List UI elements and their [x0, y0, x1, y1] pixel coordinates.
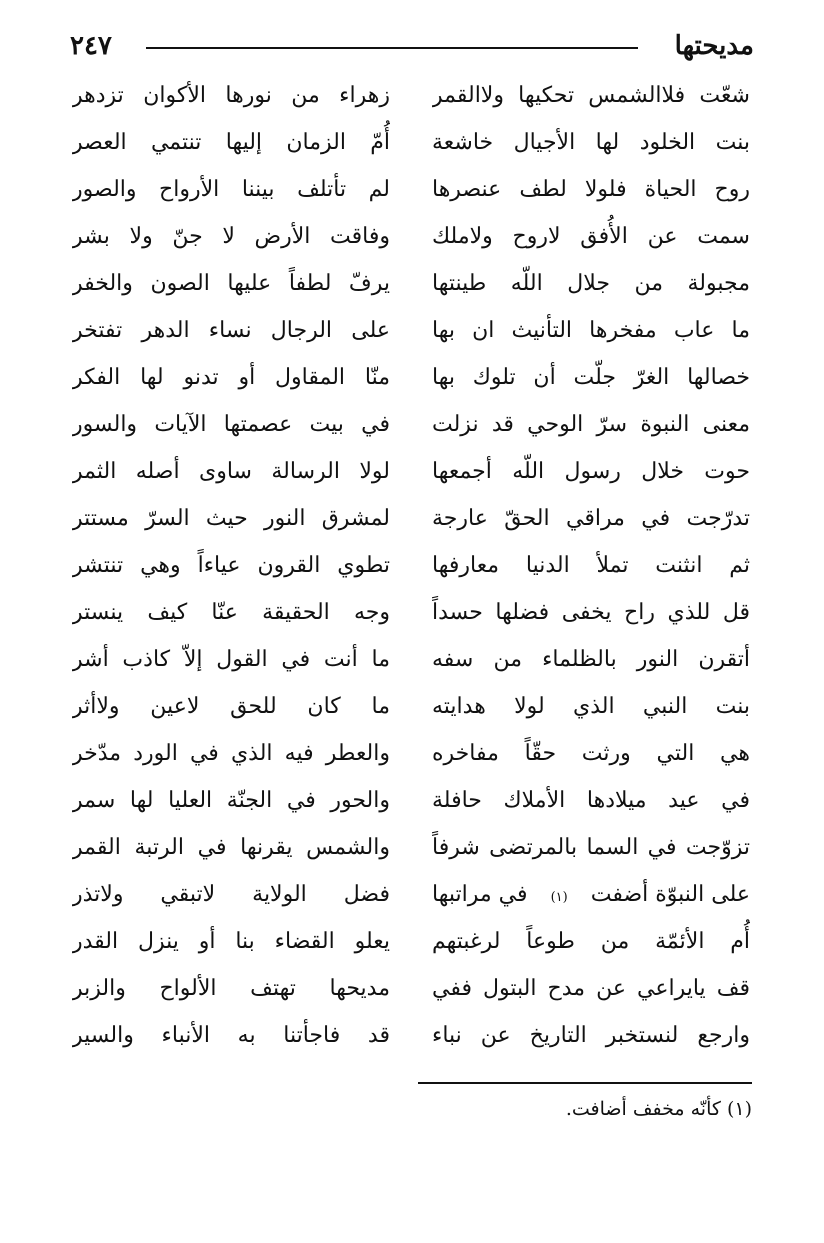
verse-hemistich: والشمس يقرنها في الرتبة القمر: [72, 835, 390, 860]
verse-text: على النبوّة أضفت: [590, 882, 750, 907]
verse-text: في مراتبها: [432, 882, 528, 907]
verse-hemistich: على الرجال نساء الدهر تفتخر: [72, 318, 390, 343]
verse-hemistich: سمت عن الأُفق لاروح ولاملك: [432, 224, 750, 249]
verse-hemistich: والعطر فيه الذي في الورد مدّخر: [72, 741, 390, 766]
poem-left-column: [72, 72, 390, 1059]
verse-hemistich: فضل الولاية لاتبقي ولاتذر: [72, 882, 390, 907]
verse-hemistich: مجبولة من جلال اللّه طينتها: [432, 271, 750, 296]
verse-hemistich: قف يايراعي عن مدح البتول ففي: [432, 976, 750, 1001]
verse-hemistich: ما كان للحق لاعين ولاأثر: [72, 694, 390, 719]
verse-hemistich: ثم انثنت تملأ الدنيا معارفها: [432, 553, 750, 578]
verse-hemistich: لمشرق النور حيث السرّ مستتر: [72, 506, 390, 531]
verse-hemistich-with-footnote: على النبوّة أضفت (١) في مراتبها: [432, 871, 750, 918]
verse-hemistich: زهراء من نورها الأكوان تزدهر: [72, 83, 390, 108]
verse-hemistich: هي التي ورثت حقّاً مفاخره: [432, 741, 750, 766]
verse-hemistich: وفاقت الأرض لا جنّ ولا بشر: [72, 224, 390, 249]
footnote: (١) كأنّه مخفف أضافت.: [565, 1098, 752, 1120]
verse-hemistich: لم تأتلف بيننا الأرواح والصور: [72, 177, 390, 202]
header-rule: [146, 47, 638, 49]
verse-hemistich: ما أنت في القول إلاّ كاذب أشر: [72, 647, 390, 672]
verse-hemistich: ما عاب مفخرها التأنيث ان بها: [432, 318, 750, 343]
verse-hemistich: تدرّجت في مراقي الحقّ عارجة: [432, 506, 750, 531]
verse-hemistich: في بيت عصمتها الآيات والسور: [72, 412, 390, 437]
verse-hemistich: منّا المقاول أو تدنو لها الفكر: [72, 365, 390, 390]
verse-hemistich: خصالها الغرّ جلّت أن تلوك بها: [432, 365, 750, 390]
verse-hemistich: لولا الرسالة ساوى أصله الثمر: [72, 459, 390, 484]
verse-hemistich: روح الحياة فلولا لطف عنصرها: [432, 177, 750, 202]
verse-hemistich: أتقرن النور بالظلماء من سفه: [432, 647, 750, 672]
verse-hemistich: تزوّجت في السما بالمرتضى شرفاً: [432, 835, 750, 860]
verse-hemistich: قل للذي راح يخفى فضلها حسداً: [432, 600, 750, 625]
poem-right-column: [432, 72, 750, 1059]
verse-hemistich: يعلو القضاء بنا أو ينزل القدر: [72, 929, 390, 954]
verse-hemistich: مديحها تهتف الألواح والزبر: [72, 976, 390, 1001]
verse-hemistich: شعّت فلاالشمس تحكيها ولاالقمر: [432, 83, 750, 108]
verse-hemistich: والحور في الجنّة العليا لها سمر: [72, 788, 390, 813]
verse-hemistich: وارجع لنستخبر التاريخ عن نباء: [432, 1023, 750, 1048]
footnote-rule: [418, 1082, 752, 1084]
verse-hemistich: تطوي القرون عياءاً وهي تنتشر: [72, 553, 390, 578]
verse-hemistich: حوت خلال رسول اللّه أجمعها: [432, 459, 750, 484]
verse-hemistich: معنى النبوة سرّ الوحي قد نزلت: [432, 412, 750, 437]
verse-hemistich: وجه الحقيقة عنّا كيف ينستر: [72, 600, 390, 625]
page-header: [70, 28, 754, 64]
verse-hemistich: قد فاجأتنا به الأنباء والسير: [72, 1023, 390, 1048]
verse-hemistich: بنت النبي الذي لولا هدايته: [432, 694, 750, 719]
verse-hemistich: أُمّ الزمان إليها تنتمي العصر: [72, 130, 390, 155]
verse-hemistich: بنت الخلود لها الأجيال خاشعة: [432, 130, 750, 155]
page-number: ٢٤٧: [70, 31, 112, 61]
verse-hemistich: في عيد ميلادها الأملاك حافلة: [432, 788, 750, 813]
running-title: مديحتها: [674, 31, 754, 61]
verse-hemistich: يرفّ لطفاً عليها الصون والخفر: [72, 271, 390, 296]
verse-hemistich: أُم الأئمّة من طوعاً لرغبتهم: [432, 929, 750, 954]
